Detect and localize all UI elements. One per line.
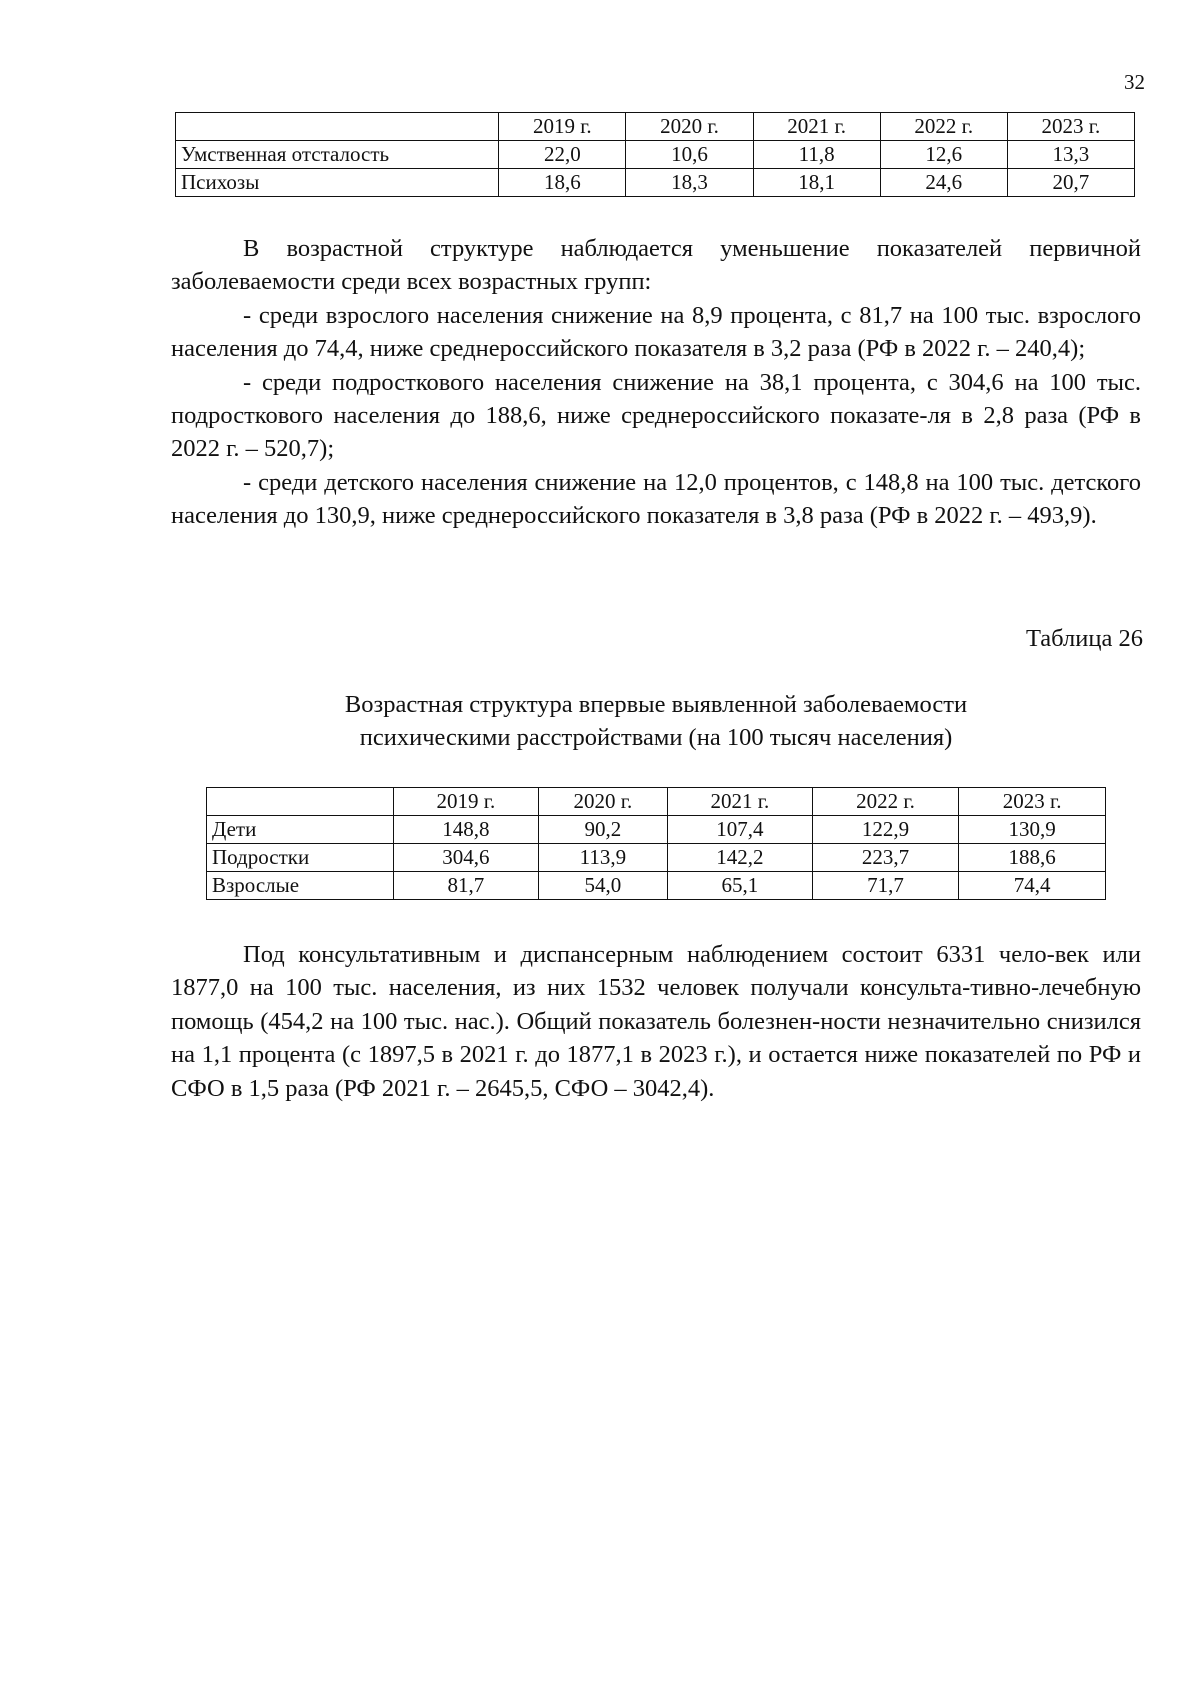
table-row <box>207 816 1106 844</box>
table-cell: 54,0 <box>538 872 667 900</box>
table-cell: 12,6 <box>880 141 1007 169</box>
table-header-row <box>176 113 1135 141</box>
table-header-cell: 2023 г. <box>959 788 1106 816</box>
table-cell: 10,6 <box>626 141 753 169</box>
table-title-line: психическими расстройствами (на 100 тысяч населения) <box>359 724 953 751</box>
row-label: Подростки <box>207 844 394 872</box>
table-cell: 74,4 <box>959 872 1106 900</box>
table-cell: 65,1 <box>668 872 813 900</box>
table-cell: 107,4 <box>668 816 813 844</box>
age-structure-table <box>206 787 1106 900</box>
table-header-cell: 2019 г. <box>499 113 626 141</box>
table-header-cell: 2021 г. <box>753 113 880 141</box>
row-label: Умственная отсталость <box>176 141 499 169</box>
table-cell: 18,1 <box>753 169 880 197</box>
disorders-table <box>175 112 1135 197</box>
table-cell: 142,2 <box>668 844 813 872</box>
table-cell: 113,9 <box>538 844 667 872</box>
table-cell: 18,3 <box>626 169 753 197</box>
paragraph: - среди детского населения снижение на 12,0 процентов, с 148,8 на 100 тыс. детского населения до 130,9, ниже среднероссийского показателя в 3,8 раза (РФ в 2022 г. – 493,9). <box>171 468 1141 530</box>
table-cell: 304,6 <box>394 844 539 872</box>
table-row <box>176 141 1135 169</box>
table-cell: 188,6 <box>959 844 1106 872</box>
table-cell: 81,7 <box>394 872 539 900</box>
table-cell: 122,9 <box>812 816 959 844</box>
paragraph: - среди подросткового населения снижение на 38,1 процента, с 304,6 на 100 тыс. подросткового населения до 188,6, ниже среднероссийского показате-ля в 2,8 раза (РФ в 2022 г. – 520,7); <box>171 368 1141 463</box>
table-cell: 71,7 <box>812 872 959 900</box>
table-header-cell: 2021 г. <box>668 788 813 816</box>
row-label: Дети <box>207 816 394 844</box>
table-cell: 90,2 <box>538 816 667 844</box>
age-structure-text <box>171 232 1141 533</box>
table-title-line: Возрастная структура впервые выявленной заболеваемости <box>344 691 968 718</box>
table-cell: 22,0 <box>499 141 626 169</box>
table-cell: 148,8 <box>394 816 539 844</box>
table-header-cell: 2023 г. <box>1007 113 1134 141</box>
paragraph: В возрастной структуре наблюдается уменьшение показателей первичной заболеваемости среди всех возрастных групп: <box>171 235 1141 296</box>
table-header-cell <box>176 113 499 141</box>
table-header-row <box>207 788 1106 816</box>
paragraph: Под консультативным и диспансерным наблюдением состоит 6331 чело-век или 1877,0 на 100 тыс. населения, из них 1532 человек получали консульта-тивно-лечебную помощь (454,2 на 100 тыс. нас.). Общий показатель болезнен-ности незначительно снизился на 1,1 процента (с 1897,5 в 2021 г. до 1877,1 в 2023 г.), и остается ниже показателей по РФ и СФО в 1,5 раза (РФ 2021 г. – 2645,5, СФО – 3042,4). <box>171 941 1141 1102</box>
paragraph: - среди взрослого населения снижение на 8,9 процента, с 81,7 на 100 тыс. взрослого населения до 74,4, ниже среднероссийского показателя в 3,2 раза (РФ в 2022 г. – 240,4); <box>171 301 1141 363</box>
page-number: 32 <box>1124 70 1145 94</box>
table-header-cell: 2022 г. <box>812 788 959 816</box>
table-cell: 130,9 <box>959 816 1106 844</box>
table-title <box>171 688 1141 754</box>
table-cell: 18,6 <box>499 169 626 197</box>
row-label: Психозы <box>176 169 499 197</box>
table-header-cell: 2022 г. <box>880 113 1007 141</box>
table-cell: 223,7 <box>812 844 959 872</box>
observation-text <box>171 938 1141 1105</box>
table-header-cell: 2020 г. <box>626 113 753 141</box>
table-cell: 13,3 <box>1007 141 1134 169</box>
table-header-cell: 2020 г. <box>538 788 667 816</box>
table-cell: 20,7 <box>1007 169 1134 197</box>
table-row <box>207 872 1106 900</box>
table-header-cell <box>207 788 394 816</box>
table-row <box>207 844 1106 872</box>
table-cell: 24,6 <box>880 169 1007 197</box>
table-header-cell: 2019 г. <box>394 788 539 816</box>
row-label: Взрослые <box>207 872 394 900</box>
table-row <box>176 169 1135 197</box>
table-cell: 11,8 <box>753 141 880 169</box>
table-number-label: Таблица 26 <box>1025 625 1143 652</box>
